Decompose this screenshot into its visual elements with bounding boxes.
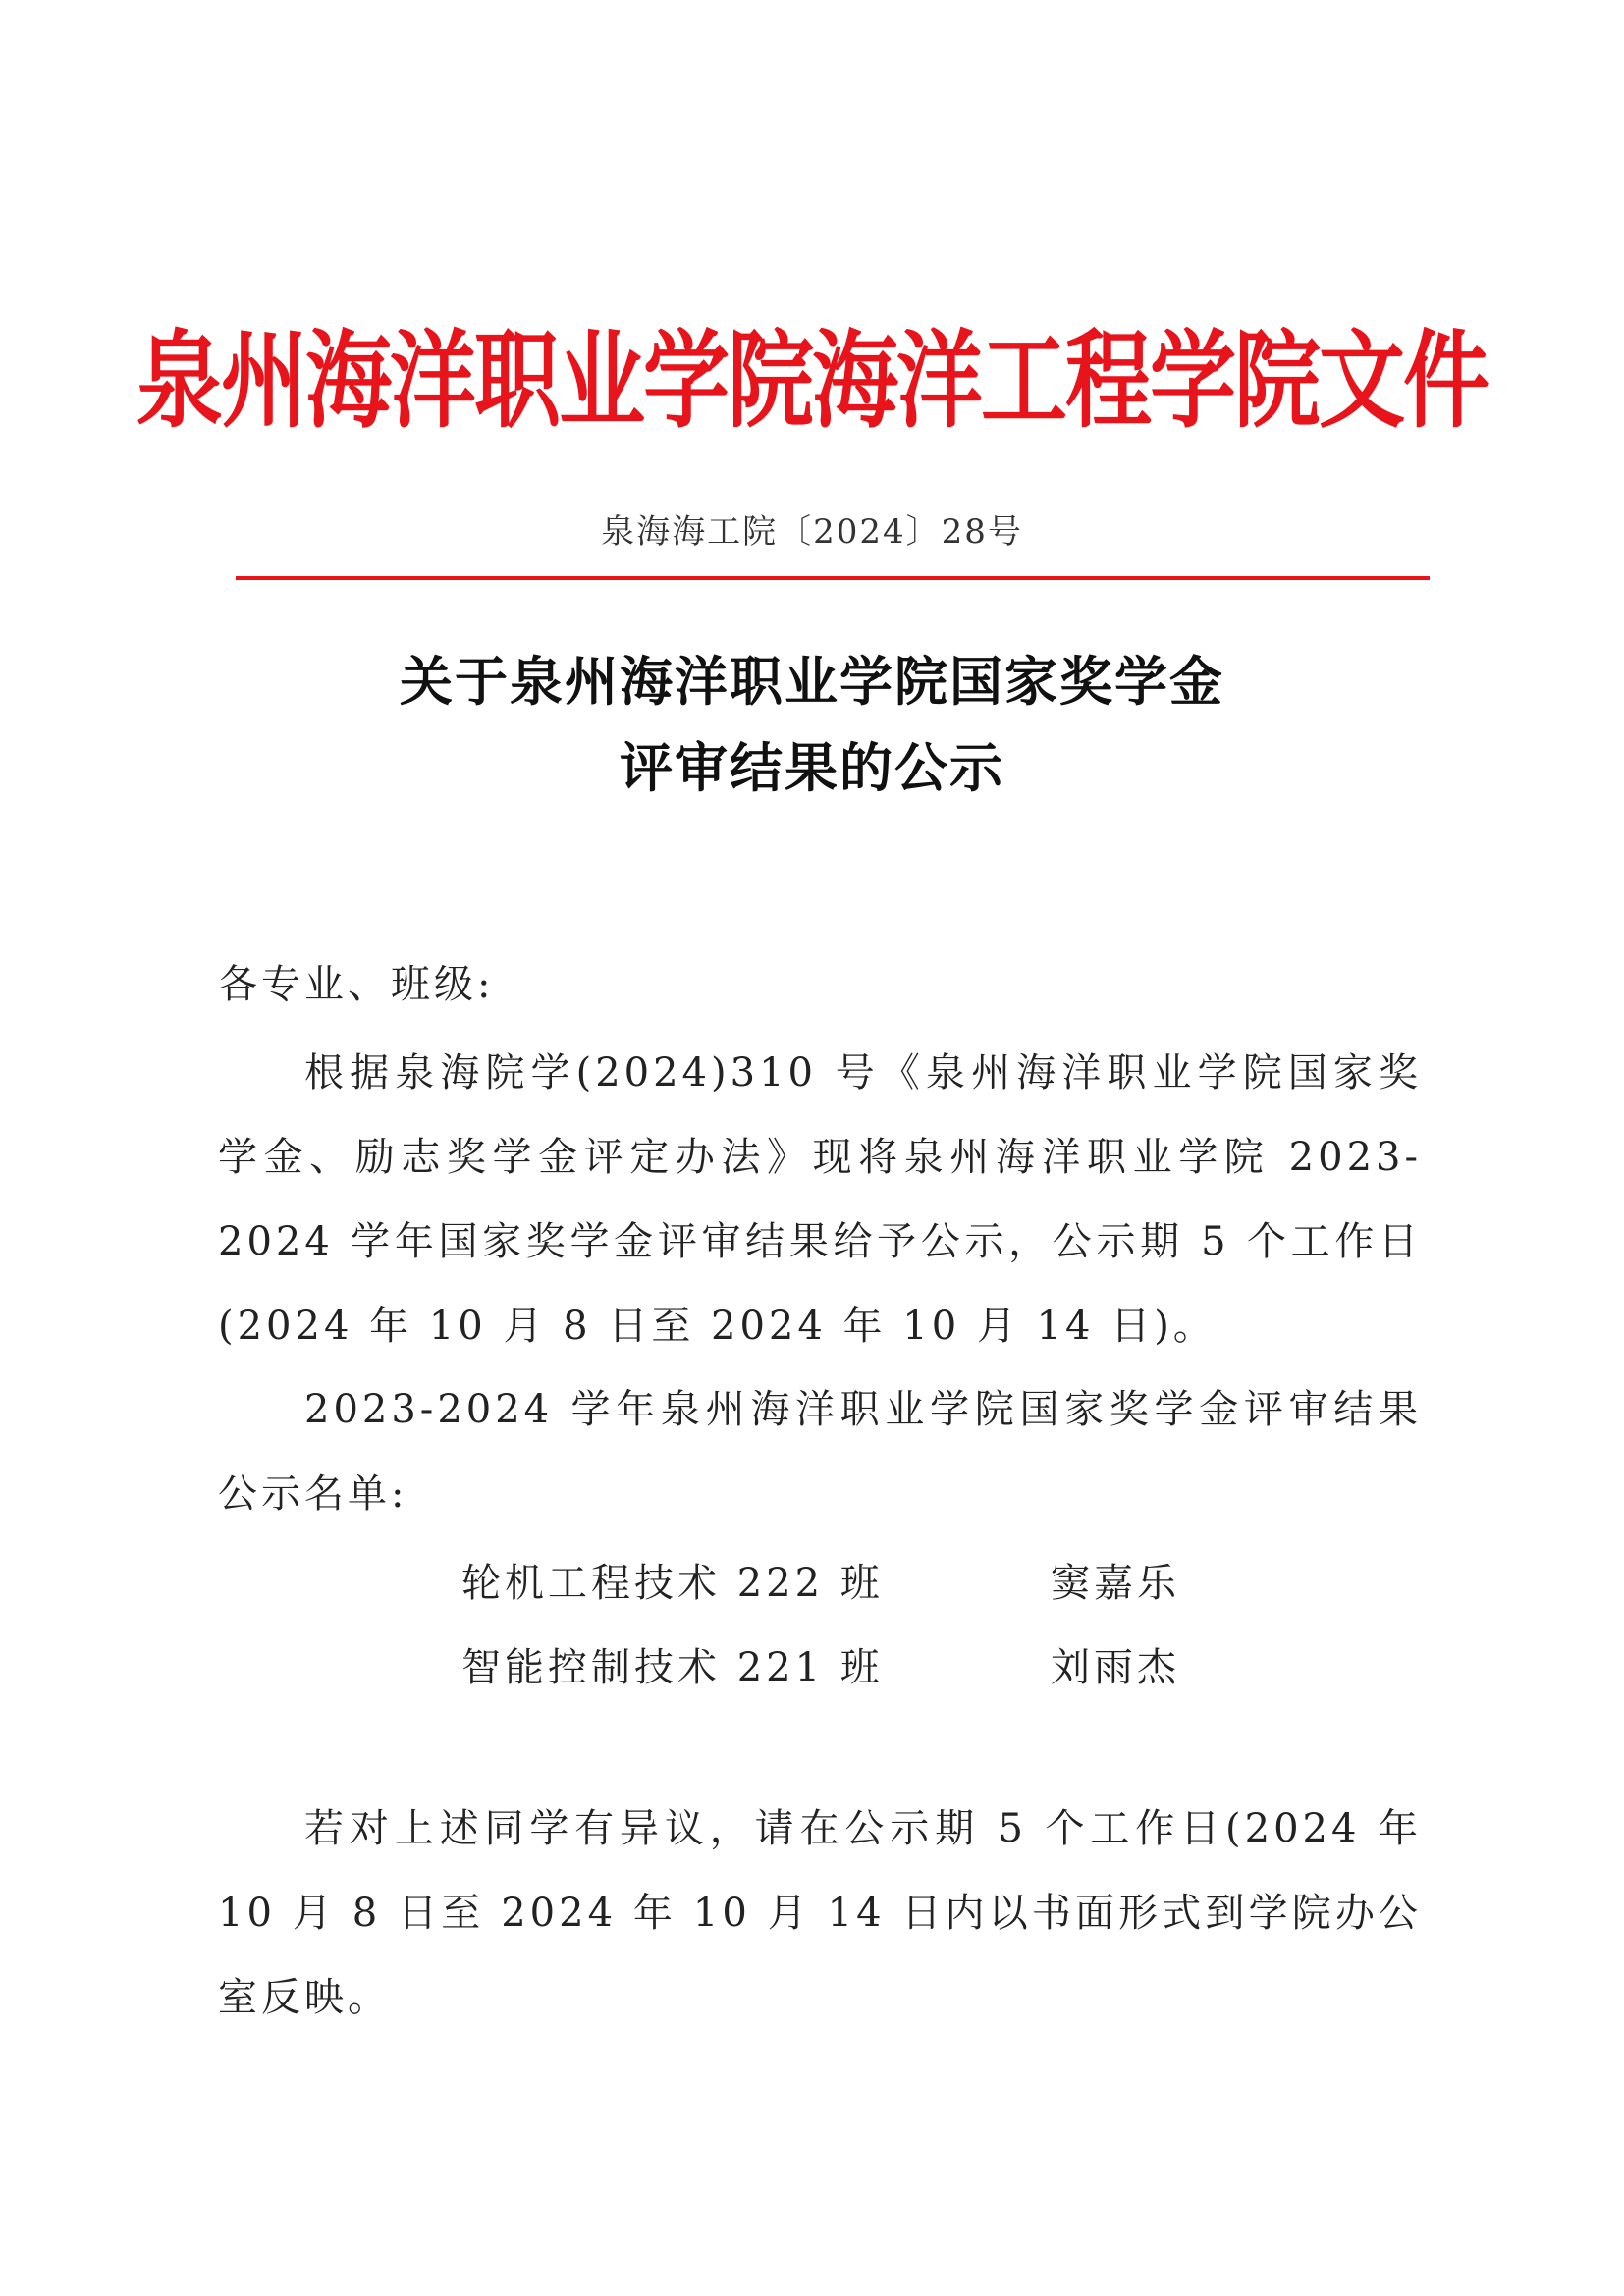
document-number: 泉海海工院〔2024〕28号 — [601, 512, 1023, 552]
paragraph-objection-notice: 若对上述同学有异议，请在公示期 5 个工作日(2024 年 10 月 8 日至 2024 年 10 月 14 日内以书面形式到学院办公室反映。 — [218, 1806, 1422, 2020]
list-item-class: 智能控制技术 221 班 — [461, 1645, 884, 1690]
list-item-name: 刘雨杰 — [1051, 1645, 1180, 1690]
title-line-1: 关于泉州海洋职业学院国家奖学金 — [400, 650, 1224, 713]
list-item-class: 轮机工程技术 222 班 — [461, 1561, 884, 1606]
header-divider — [236, 576, 1430, 580]
list-item — [0, 1541, 1624, 1626]
masthead-title: 泉州海洋职业学院海洋工程学院文件 — [135, 317, 1488, 443]
list-item-name: 窦嘉乐 — [1051, 1561, 1180, 1606]
paragraph-list-intro: 2023-2024 学年泉州海洋职业学院国家奖学金评审结果公示名单: — [218, 1387, 1422, 1517]
list-item — [0, 1626, 1624, 1710]
salutation: 各专业、班级: — [218, 962, 495, 1007]
document-title — [0, 638, 1624, 811]
paragraph-announcement: 根据泉海院学(2024)310 号《泉州海洋职业学院国家奖学金、励志奖学金评定办法》现将泉州海洋职业学院 2023-2024 学年国家奖学金评审结果给予公示，公示期 5 个工作日(2024 年 10 月 8 日至 2024 年 10 月 14 日)。 — [218, 1050, 1422, 1349]
winner-list — [0, 1541, 1624, 1710]
title-line-2: 评审结果的公示 — [620, 736, 1004, 799]
